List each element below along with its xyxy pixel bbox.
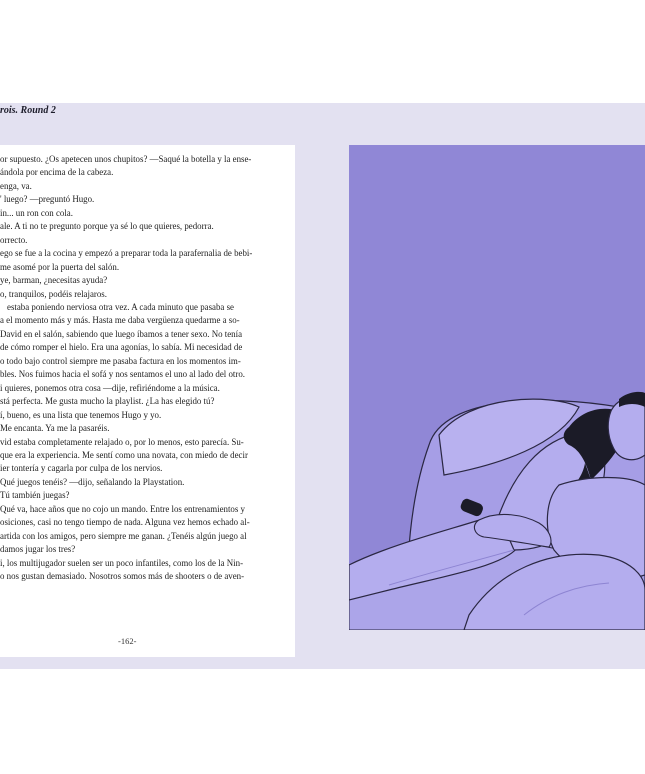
text-line: me asomé por la puerta del salón.	[0, 261, 120, 272]
text-line: ego se fue a la cocina y empezó a preparar toda la parafernalia de bebi-	[0, 248, 253, 259]
running-head: rois. Round 2	[0, 105, 56, 116]
text-line: Qué va, hace años que no cojo un mando. Entre los entrenamientos y	[0, 503, 245, 514]
text-line: bles. Nos fuimos hacia el sofá y nos sentamos el uno al lado del otro.	[0, 369, 245, 380]
text-line: de cómo romper el hielo. Era una agonías, lo sabía. Mi necesidad de	[0, 342, 243, 353]
text-line: ier tontería y cagarla por culpa de los nervios.	[0, 463, 163, 474]
text-line: damos jugar los tres?	[0, 544, 76, 555]
text-line: i, los multijugador suelen ser un poco infantiles, como los de la Nin-	[0, 557, 244, 568]
text-line: Qué juegos tenéis? —dijo, señalando la Playstation.	[0, 476, 185, 487]
text-line: o todo bajo control siempre me pasaba factura en los momentos im-	[0, 355, 241, 366]
body-text	[0, 153, 283, 584]
text-line: or supuesto. ¿Os apetecen unos chupitos? —Saqué la botella y la ense-	[0, 154, 252, 164]
text-line: estaba poniendo nerviosa otra vez. A cada minuto que pasaba se	[7, 301, 234, 312]
text-line: stá perfecta. Me gusta mucho la playlist. ¿La has elegido tú?	[0, 396, 215, 407]
text-line: osiciones, casi no tengo tiempo de nada. Alguna vez hemos echado al-	[0, 517, 250, 528]
text-line: ale. A ti no te pregunto porque ya sé lo que quieres, pedorra.	[0, 221, 214, 232]
text-line: o nos gustan demasiado. Nosotros somos más de shooters o de aven-	[0, 571, 245, 582]
text-line: Tú también juegas?	[0, 490, 70, 501]
book-spread	[0, 103, 645, 669]
text-line: a el momento más y más. Hasta me daba vergüenza quedarme a so-	[0, 315, 240, 326]
text-line: o, tranquilos, podéis relajaros.	[0, 288, 107, 299]
text-line: ándola por encima de la cabeza.	[0, 167, 114, 178]
couple-on-sofa-illustration	[349, 145, 645, 630]
text-line: i quieres, ponemos otra cosa —dije, refiriéndome a la música.	[0, 382, 220, 393]
text-line: in... un ron con cola.	[0, 207, 73, 218]
text-line: ' luego? —preguntó Hugo.	[0, 194, 95, 205]
text-line: vid estaba completamente relajado o, por lo menos, esto parecía. Su-	[0, 436, 244, 447]
right-page-illustration	[349, 145, 645, 630]
text-line: ye, barman, ¿necesitas ayuda?	[0, 275, 108, 286]
text-line: orrecto.	[0, 234, 28, 245]
text-line: enga, va.	[0, 180, 32, 191]
text-line: Me encanta. Ya me la pasaréis.	[0, 423, 110, 434]
text-line: que era la experiencia. Me sentí como una novata, con miedo de decir	[0, 449, 248, 460]
page-number: -162-	[118, 636, 137, 646]
text-line: David en el salón, sabiendo que luego íbamos a tener sexo. No tenía	[0, 328, 243, 339]
left-page	[0, 145, 295, 657]
text-line: í, bueno, es una lista que tenemos Hugo y yo.	[0, 409, 162, 420]
text-line: artida con los amigos, pero siempre me ganan. ¿Tenéis algún juego al	[0, 530, 247, 541]
